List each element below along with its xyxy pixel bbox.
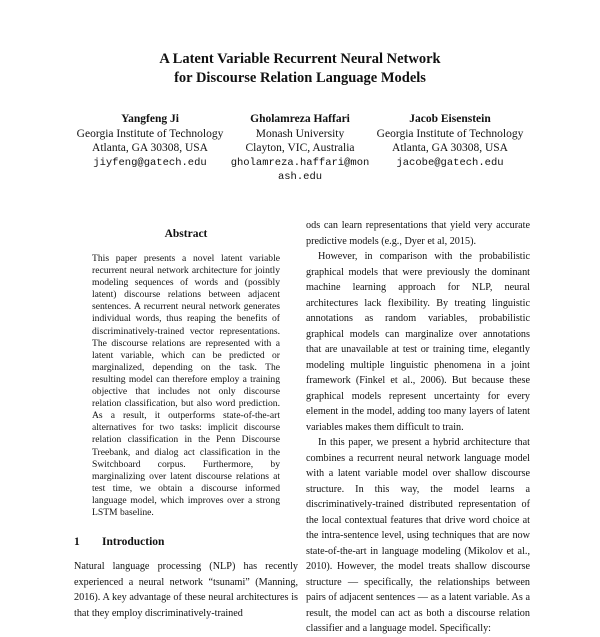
author-block-3 (370, 112, 530, 170)
right-column (306, 218, 530, 637)
section-title: Introduction (102, 536, 165, 548)
section-number: 1 (74, 536, 80, 548)
paragraph: However, in comparison with the probabilistic graphical models that were previously the dominant machine learning approach for NLP, neural architectures lack flexibility. By treating linguistic annotations as random variables, probabilistic graphical models can marginalize over annotations that are unavailable at test or training time, elegantly modeling multiple linguistic phenomena in a joint framework (Finkel et al., 2006). But because these graphical models represent uncertainty for every element in the model, adding too many layers of latent variables makes them difficult to train. (306, 251, 530, 433)
author-affiliation: Georgia Institute of Technology (76, 127, 224, 140)
author-name: Yangfeng Ji (121, 113, 179, 125)
author-location: Clayton, VIC, Australia (245, 142, 355, 154)
author-location: Atlanta, GA 30308, USA (92, 142, 208, 154)
section-heading (74, 536, 164, 548)
author-affiliation: Georgia Institute of Technology (376, 127, 524, 140)
author-email: gholamreza.haffari@monash.edu (230, 156, 370, 183)
abstract-text: This paper presents a novel latent variable recurrent neural network architecture for jointly modeling sequences of words and (possibly latent) discourse relations between adjacent sentences. A recurrent neural network generates individual words, thus reaping the benefits of discriminatively-trained vector representations. The discourse relations are represented with a latent variable, which can be predicted or marginalized, depending on the task. The resulting model can therefore employ a training objective that includes not only discourse relation classification, but also word prediction. As a result, it outperforms state-of-the-art alternatives for two tasks: implicit discourse relation classification in the Penn Discourse Treebank, and dialog act classification in the Switchboard corpus. Furthermore, by marginalizing over latent discourse relations at test time, we obtain a discourse informed language model, which improves over a strong LSTM baseline. (92, 253, 280, 518)
introduction-text: Natural language processing (NLP) has recently experienced a neural network “tsunami” (Manning, 2016). A key advantage of these neural architectures is that they employ discriminatively-trained (74, 561, 298, 619)
paper-title-line-2: for Discourse Relation Language Models (174, 70, 426, 86)
author-name: Jacob Eisenstein (409, 113, 491, 125)
abstract-heading: Abstract (164, 228, 208, 240)
author-location: Atlanta, GA 30308, USA (392, 142, 508, 154)
author-block-2 (230, 112, 370, 185)
author-email: jacobe@gatech.edu (396, 156, 504, 169)
author-name: Gholamreza Haffari (250, 113, 350, 125)
paper-title-line-1: A Latent Variable Recurrent Neural Network (159, 51, 441, 67)
paragraph: In this paper, we present a hybrid architecture that combines a recurrent neural network language model with a latent variable model over shallow discourse structure. In this way, the model learns a discriminatively-trained distributed representation of the local contextual features that drive word choice at the intra-sentence level, using techniques that are now state-of-the-art in language modeling (Mikolov et al., 2010). However, the model treats shallow discourse structure — specifically, the relationships between pairs of adjacent sentences — as a latent variable. As a result, the model can act as both a discourse relation classifier and a language model. Specifically: (306, 437, 530, 634)
author-affiliation: Monash University (255, 127, 345, 140)
author-email: jiyfeng@gatech.edu (93, 156, 207, 169)
author-block-1 (70, 112, 230, 170)
paragraph-continued: ods can learn representations that yield very accurate predictive models (e.g., Dyer et al, 2015). (306, 220, 530, 247)
